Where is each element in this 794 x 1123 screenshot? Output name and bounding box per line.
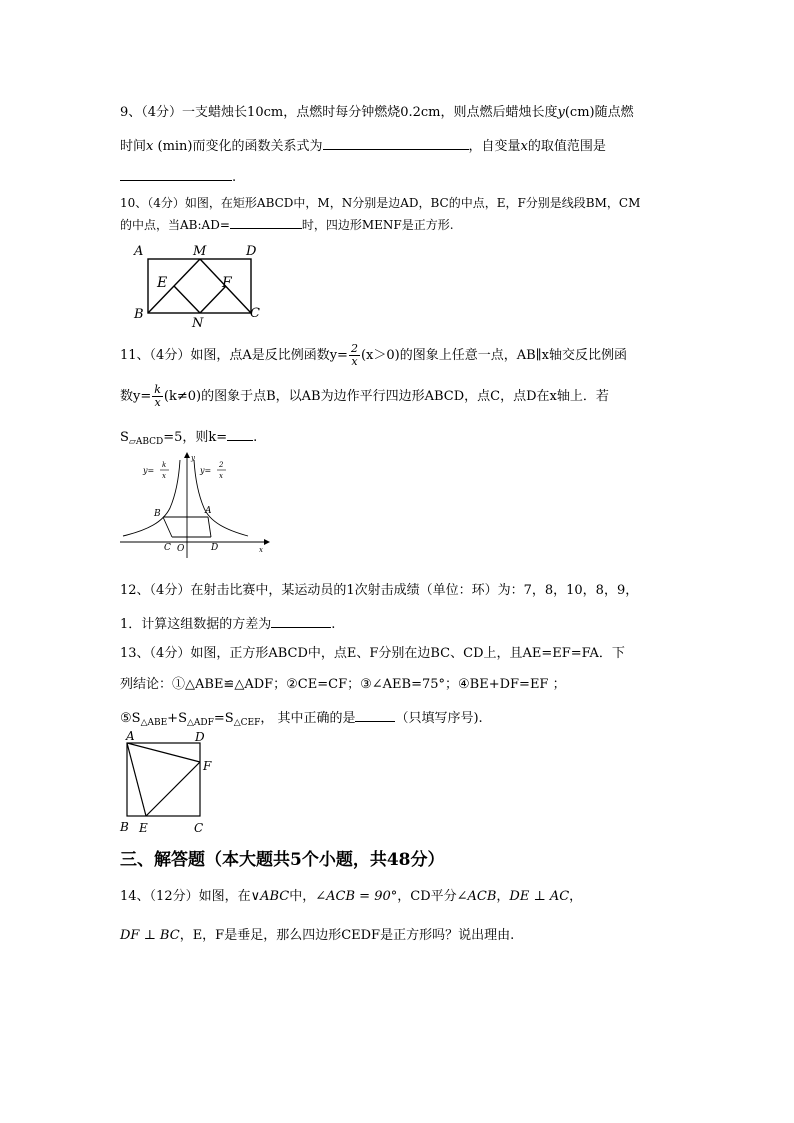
q10-line1: 10、（4分）如图，在矩形ABCD中，M，N分别是边AD，BC的中点，E，F分别是线段BM，CM [120,196,641,210]
q13-segment-AE [127,743,146,816]
q11-y-axis-arrow-icon [184,452,190,458]
q11-label-C: C [164,543,171,553]
q11-label-B: B [154,509,161,519]
q11-figure [118,450,278,562]
q11-line1: 11、（4分）如图，点A是反比例函数y= $\frac{2}{x}$ (x＞0)的图象上任意一点，AB∥x轴交反比例函 [120,342,627,368]
q12-blank[interactable] [271,613,331,628]
q11-label-right-den: x [219,472,223,480]
q13-label-B: B [120,820,129,834]
q11-label-right-lhs: y= [200,466,212,475]
q14-line2: DF ⊥ BC，E，F是垂足，那么四边形CEDF是正方形吗？说出理由. [120,928,515,943]
q11-segment-BC [163,517,172,537]
q14-line1: 14、（12分）如图，在∨ABC中，∠ACB = 90°，CD平分∠ACB，DE ⊥ AC， [120,889,583,904]
section-heading: 三、解答题（本大题共5个小题，共48分） [120,850,445,870]
q10-label-N: N [192,316,204,331]
q10-line2: 的中点，当AB:AD= 时，四边形MENF是正方形. [120,214,454,234]
q11-label-x-axis: x [259,546,263,554]
q10-label-E: E [157,275,168,291]
q13-label-C: C [194,821,204,835]
q13-square [127,743,200,816]
q10-line-EN [174,286,200,313]
q11-line2: 数y= $\frac{k}{x}$ (k≠0)的图象于点B，以AB为边作平行四边形ABCD，点C，点D在x轴上．若 [120,383,609,409]
q11-label-right-num: 2 [219,461,224,469]
q11-blank[interactable] [227,426,253,441]
q10-label-F: F [222,275,232,291]
q12-line1: 12、（4分）在射击比赛中，某运动员的1次射击成绩（单位：环）为：7，8，10，8，9， [120,583,639,598]
q10-label-A: A [134,244,144,259]
q13-segment-AF [127,743,200,762]
q10-label-D: D [246,244,257,259]
q13-figure [116,728,226,838]
q9-line2: 时间x (min)而变化的函数关系式为 ，自变量x的取值范围是 [120,135,606,156]
q11-label-left-den: x [162,472,166,480]
q10-figure [130,240,270,332]
q9-blank-range[interactable] [120,166,232,181]
q10-label-C: C [250,306,260,321]
q13-label-E: E [139,821,148,835]
q11-label-y-axis: y [191,454,195,462]
q13-line3: $⑤S_{\triangle ABE}+S_{\triangle ADF}=S_{\triangle CEF}$， 其中正确的是 （只填写序号). [120,707,483,732]
q11-label-left-num: k [162,461,167,469]
q13-line2: 列结论：①△ABE≌△ADF；②CE=CF；③∠AEB=75°；④BE+DF=EF ； [120,677,566,692]
q10-label-B: B [134,307,144,322]
q10-label-M: M [193,244,207,259]
q12-line2: 1．计算这组数据的方差为 . [120,613,335,634]
q13-line1: 13、（4分）如图，正方形ABCD中，点E、F分别在边BC、CD上，且AE=EF=FA．下 [120,646,625,661]
q13-label-D: D [195,730,205,744]
q11-label-left-lhs: y= [143,466,155,475]
q13-blank[interactable] [355,707,395,722]
q11-label-A: A [205,506,212,516]
q11-fraction-2-over-x: $\frac{2}{x}$ [350,342,358,368]
q10-blank[interactable] [230,214,302,229]
q11-fraction-k-over-x: $\frac{k}{x}$ [154,383,161,409]
q11-line3: $S_{▱ABCD}=5$，则k= . [120,426,257,451]
q11-x-axis-arrow-icon [264,539,270,545]
q11-label-D: D [211,543,219,553]
q13-label-A: A [126,729,135,743]
q11-segment-AD [208,517,211,537]
q11-label-O: O [177,544,185,554]
q9-blank-function[interactable] [323,135,469,150]
q13-label-F: F [203,759,212,773]
q9-line1: 9、（4分）一支蜡烛长10cm，点燃时每分钟燃烧0.2cm，则点燃后蜡烛长度y(cm)随点燃 [120,105,634,120]
q13-segment-EF [146,762,200,816]
q9-line3: . [120,166,236,187]
